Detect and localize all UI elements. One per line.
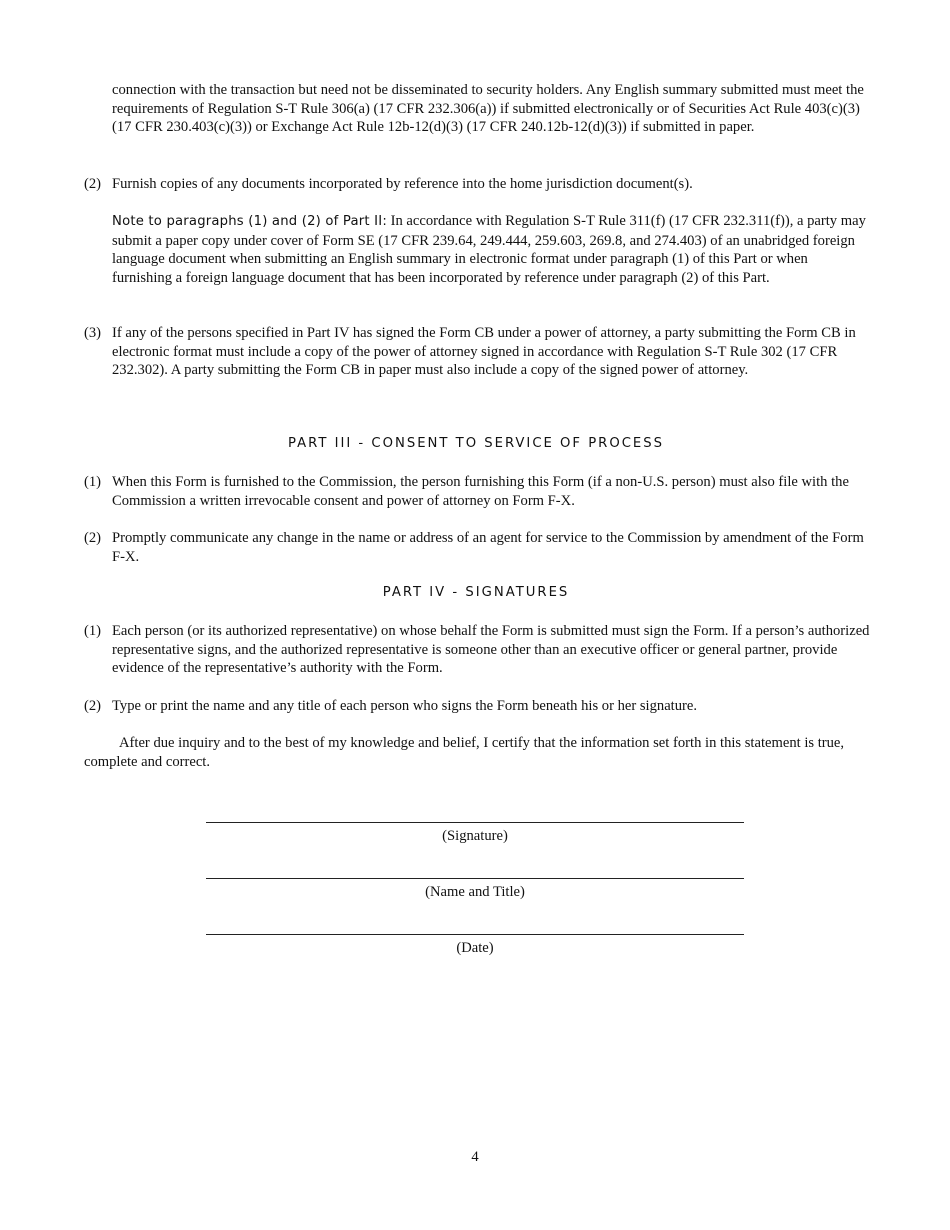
signature-label: (Signature) (442, 828, 508, 844)
item-text: Promptly communicate any change in the name or address of an agent for service to the Commission by amendment of the Form F-X. (112, 530, 864, 565)
item-number: (2) (84, 530, 102, 546)
certification-statement: After due inquiry and to the best of my knowledge and belief, I certify that the information set forth in this statement is true, complete and correct. (84, 735, 845, 770)
note-label: Note to paragraphs (1) and (2) of Part II: (112, 214, 387, 229)
item-number: (2) (84, 176, 102, 192)
item-number: (1) (84, 474, 102, 490)
part-ii-continuation-paragraph: connection with the transaction but need not be disseminated to security holders. Any English summary submitted must meet the requirements of Regulation S-T Rule 306(a) (17 CFR 232.306(a)) if submitted electronically or of Securities Act Rule 403(c)(3) (17 CFR 230.403(c)(3)) or Exchange Act Rule 12b-12(d)(3) (17 CFR 240.12b-12(d)(3)) if submitted in paper. (112, 82, 864, 136)
item-number: (1) (84, 623, 102, 639)
item-text: If any of the persons specified in Part IV has signed the Form CB under a power of attorney, a party submitting the Form CB in electronic format must include a copy of the power of attorney signed in accordance with Regulation S-T Rule 302 (17 CFR 232.302). A party submitting the Form CB in paper must also include a copy of the signed power of attorney. (112, 325, 856, 379)
item-number: (2) (84, 698, 102, 714)
item-number: (3) (84, 325, 102, 341)
note-text: In accordance with Regulation S-T Rule 311(f) (17 CFR 232.311(f)), a party may submit a paper copy under cover of Form SE (17 CFR 239.64, 249.444, 259.603, 269.8, and 274.403) of an unabridged foreign language document when submitting an English summary in electronic format under paragraph (1) of this Part or when furnishing a foreign language document that has been incorporated by reference under paragraph (2) of this Part. (112, 213, 866, 286)
name-title-label: (Name and Title) (425, 884, 525, 900)
part-ii-note (112, 212, 870, 287)
part-iii-heading: PART III - CONSENT TO SERVICE OF PROCESS (287, 436, 664, 451)
item-text: Type or print the name and any title of each person who signs the Form beneath his or her signature. (112, 698, 698, 714)
page-number: 4 (471, 1149, 479, 1165)
name-title-line[interactable] (206, 878, 744, 879)
item-text: Each person (or its authorized representative) on whose behalf the Form is submitted must sign the Form. If a person’s authorized representative signs, and the authorized representative is someone other than an executive officer or general partner, provide evidence of the representative’s authority with the Form. (112, 623, 870, 677)
part-iv-heading: PART IV - SIGNATURES (382, 585, 570, 600)
item-text: Furnish copies of any documents incorporated by reference into the home jurisdiction document(s). (112, 176, 693, 192)
item-text: When this Form is furnished to the Commission, the person furnishing this Form (if a non-U.S. person) must also file with the Commission a written irrevocable consent and power of attorney on Form F-X. (112, 474, 849, 509)
signature-line[interactable] (206, 822, 744, 823)
date-label: (Date) (456, 940, 494, 956)
date-line[interactable] (206, 934, 744, 935)
